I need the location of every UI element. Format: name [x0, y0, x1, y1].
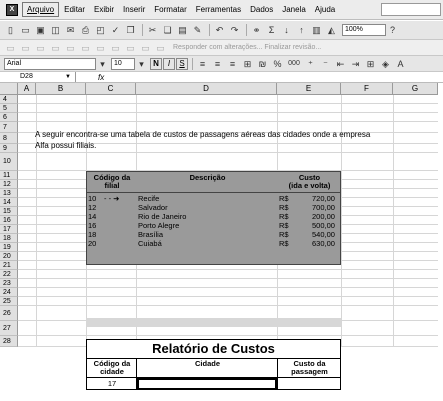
font-color-icon[interactable]: A	[397, 58, 404, 69]
header-cost-line2: (ida e volta)	[288, 181, 331, 190]
row-header-4[interactable]: 4	[0, 95, 18, 104]
report-header-code	[87, 360, 137, 376]
column-header-d[interactable]: D	[136, 83, 277, 95]
row-header-28[interactable]: 28	[0, 336, 18, 347]
row-header-17[interactable]: 17	[0, 225, 18, 234]
name-box-value: D28	[20, 73, 33, 80]
report-cost-line2: passagem	[291, 367, 328, 376]
thousands-button[interactable]: 000	[288, 59, 300, 67]
value-cell[interactable]: 720,00	[312, 194, 335, 203]
save-icon[interactable]: ▣	[36, 25, 45, 35]
code-cell[interactable]: 20	[88, 239, 97, 248]
currency-cell: R$	[279, 230, 289, 239]
report-header-cost	[278, 360, 341, 376]
drawing-icon[interactable]: ◭	[328, 25, 335, 35]
city-cell[interactable]: Cuiabá	[138, 239, 162, 248]
column-header-a[interactable]: A	[18, 83, 36, 95]
grid-row-line	[18, 269, 438, 270]
review-icon[interactable]: ▭	[51, 42, 60, 53]
copy-icon[interactable]: ❏	[163, 25, 172, 35]
column-header-g[interactable]: G	[393, 83, 438, 95]
row-header-18[interactable]: 18	[0, 234, 18, 243]
report-header-city: Cidade	[194, 359, 220, 368]
currency-icon[interactable]: ₪	[258, 58, 267, 69]
selected-cell-d28[interactable]	[137, 378, 277, 390]
menu-inserir[interactable]: Inserir	[123, 5, 146, 14]
code-cell[interactable]: 18	[88, 230, 97, 239]
email-icon[interactable]: ✉	[66, 25, 75, 35]
row-header-15[interactable]: 15	[0, 207, 18, 216]
undo-icon[interactable]: ↶	[215, 25, 224, 35]
row-header-6[interactable]: 6	[0, 113, 18, 122]
row-header-9[interactable]: 9	[0, 144, 18, 153]
value-cell[interactable]: 200,00	[312, 212, 335, 221]
review-icon[interactable]: ▭	[21, 42, 30, 53]
borders-icon[interactable]: ⊞	[366, 58, 375, 69]
row-header-16[interactable]: 16	[0, 216, 18, 225]
hyperlink-icon[interactable]: ⚭	[252, 25, 261, 35]
increase-indent-icon[interactable]: ⇥	[351, 58, 360, 69]
redo-icon[interactable]: ↷	[230, 25, 239, 35]
review-reply-text[interactable]: Responder com alterações... Finalizar revisão...	[173, 44, 322, 51]
row-header-22[interactable]: 22	[0, 270, 18, 279]
code-cell[interactable]: 10	[88, 194, 97, 203]
row-header-5[interactable]: 5	[0, 104, 18, 113]
autosum-icon[interactable]: Σ	[268, 25, 275, 35]
grid-row-line	[18, 296, 438, 297]
review-icon[interactable]: ▭	[96, 42, 105, 53]
underline-button[interactable]: S	[176, 58, 188, 70]
value-cell[interactable]: 500,00	[312, 221, 335, 230]
grid-row-line	[18, 103, 438, 104]
column-header-b[interactable]: B	[36, 83, 86, 95]
grid-row-line	[18, 335, 438, 336]
decrease-decimal-icon[interactable]: ⁻	[323, 58, 328, 69]
row-header-23[interactable]: 23	[0, 279, 18, 288]
report-col-divider	[277, 358, 278, 390]
review-icon[interactable]: ▭	[81, 42, 90, 53]
toolbar-separator	[246, 24, 247, 36]
header-code-line2: filial	[104, 181, 120, 190]
row-header-26[interactable]: 26	[0, 306, 18, 321]
row-header-14[interactable]: 14	[0, 198, 18, 207]
formula-bar	[0, 72, 443, 83]
row-header-21[interactable]: 21	[0, 261, 18, 270]
increase-decimal-icon[interactable]: ⁺	[308, 58, 313, 69]
report-box	[86, 339, 341, 390]
italic-button[interactable]: I	[163, 58, 175, 70]
sort-asc-icon[interactable]: ↓	[284, 25, 289, 35]
value-cell[interactable]: 630,00	[312, 239, 335, 248]
intro-text-line2: Alfa possui filiais.	[35, 141, 97, 150]
align-left-icon[interactable]: ≡	[199, 58, 206, 69]
currency-cell: R$	[279, 194, 289, 203]
currency-cell: R$	[279, 221, 289, 230]
print-icon[interactable]: ⎙	[81, 25, 90, 35]
standard-toolbar	[0, 21, 443, 40]
grid-col-line	[393, 95, 394, 347]
code-cell[interactable]: 16	[88, 221, 97, 230]
menu-janela[interactable]: Janela	[282, 5, 306, 14]
header-code	[87, 174, 137, 190]
row-header-25[interactable]: 25	[0, 297, 18, 306]
city-cell[interactable]: Brasília	[138, 230, 164, 239]
paste-icon[interactable]: ▤	[178, 25, 187, 35]
menu-exibir[interactable]: Exibir	[94, 5, 115, 14]
value-cell[interactable]: 700,00	[312, 203, 335, 212]
chevron-down-icon[interactable]: ▾	[139, 58, 144, 69]
fill-color-icon[interactable]: ◈	[382, 58, 389, 69]
menu-dados[interactable]: Dados	[250, 5, 274, 14]
report-code-input[interactable]: 17	[107, 379, 117, 388]
cut-icon[interactable]: ✂	[148, 25, 157, 35]
zoom-select[interactable]: 100%	[342, 24, 386, 36]
intro-text-line1: A seguir encontra-se uma tabela de custos de passagens aéreas das cidades onde a empresa	[35, 130, 371, 139]
city-cell[interactable]: Rio de Janeiro	[138, 212, 187, 221]
header-cost-line1: Custo	[298, 173, 321, 182]
currency-cell: R$	[279, 239, 289, 248]
shaded-band	[86, 318, 341, 327]
permission-icon[interactable]: ◫	[51, 25, 60, 35]
select-all-corner[interactable]	[0, 83, 18, 95]
header-cost	[278, 174, 341, 190]
column-header-f[interactable]: F	[341, 83, 393, 95]
grid-row-line	[18, 112, 438, 113]
code-cell[interactable]: 14	[88, 212, 97, 221]
currency-cell: R$	[279, 203, 289, 212]
help-icon[interactable]: ?	[389, 25, 395, 35]
menu-editar[interactable]: Editar	[64, 5, 86, 14]
code-cell[interactable]: 12	[88, 203, 97, 212]
preview-icon[interactable]: ◰	[96, 25, 105, 35]
font-size-select[interactable]: 10	[111, 58, 135, 70]
toolbar-separator	[209, 24, 210, 36]
report-title: Relatório de Custos	[152, 341, 275, 356]
review-icon[interactable]: ▭	[36, 42, 45, 53]
research-icon[interactable]: ❐	[126, 25, 135, 35]
row-header-24[interactable]: 24	[0, 288, 18, 297]
format-painter-icon[interactable]: ✎	[193, 25, 202, 35]
bold-button[interactable]: N	[150, 58, 162, 70]
formatting-toolbar	[0, 56, 443, 72]
percent-button[interactable]: %	[273, 58, 282, 69]
report-code-line2: cidade	[100, 367, 124, 376]
report-code-line1: Código da	[93, 359, 131, 368]
cost-table-header	[86, 171, 341, 193]
header-code-line1: Código da	[93, 173, 131, 182]
review-icon[interactable]: ▭	[66, 42, 75, 53]
merge-center-icon[interactable]: ⊞	[243, 58, 252, 69]
row-header-10[interactable]: 10	[0, 153, 18, 171]
align-right-icon[interactable]: ≡	[229, 58, 236, 69]
city-cell[interactable]: Salvador	[138, 203, 168, 212]
menu-arquivo[interactable]: Arquivo	[22, 2, 59, 17]
menu-ferramentas[interactable]: Ferramentas	[195, 5, 242, 14]
chevron-down-icon[interactable]: ▼	[65, 74, 71, 80]
row-header-27[interactable]: 27	[0, 321, 18, 336]
grid-row-line	[18, 305, 438, 306]
review-icon[interactable]: ▭	[6, 42, 15, 53]
row-header-7[interactable]: 7	[0, 122, 18, 133]
chart-wizard-icon[interactable]: ▥	[312, 25, 321, 35]
menu-ajuda[interactable]: Ajuda	[314, 5, 336, 14]
arrow-icon: - - ➜	[104, 194, 120, 203]
row-header-19[interactable]: 19	[0, 243, 18, 252]
name-box[interactable]	[0, 72, 76, 82]
review-icon[interactable]: ▭	[111, 42, 120, 53]
fx-icon[interactable]: fx	[98, 72, 105, 82]
row-header-20[interactable]: 20	[0, 252, 18, 261]
grid-row-line	[18, 152, 438, 153]
align-center-icon[interactable]: ≡	[214, 58, 221, 69]
report-cost-line1: Custo da	[293, 359, 326, 368]
spelling-icon[interactable]: ✓	[111, 25, 120, 35]
city-cell[interactable]: Recife	[138, 194, 160, 203]
menu-formatar[interactable]: Formatar	[154, 5, 187, 14]
row-header-11[interactable]: 11	[0, 171, 18, 180]
excel-app-icon[interactable]: X	[6, 4, 18, 16]
column-header-e[interactable]: E	[277, 83, 341, 95]
value-cell[interactable]: 540,00	[312, 230, 335, 239]
header-description: Descrição	[189, 173, 226, 182]
sort-desc-icon[interactable]: ↑	[299, 25, 304, 35]
grid-row-line	[18, 121, 438, 122]
cost-table-body	[86, 193, 341, 265]
review-icon[interactable]: ▭	[156, 42, 165, 53]
open-icon[interactable]: ▭	[21, 25, 30, 35]
chevron-down-icon[interactable]: ▾	[100, 58, 105, 69]
reviewing-toolbar	[0, 40, 443, 56]
column-header-c[interactable]: C	[86, 83, 136, 95]
row-header-13[interactable]: 13	[0, 189, 18, 198]
toolbar-separator	[142, 24, 143, 36]
new-icon[interactable]: ▯	[8, 25, 13, 35]
grid-row-line	[18, 287, 438, 288]
review-icon[interactable]: ▭	[141, 42, 150, 53]
city-cell[interactable]: Porto Alegre	[138, 221, 180, 230]
decrease-indent-icon[interactable]: ⇤	[336, 58, 345, 69]
currency-cell: R$	[279, 212, 289, 221]
review-icon[interactable]: ▭	[126, 42, 135, 53]
grid-row-line	[18, 278, 438, 279]
menu-bar	[0, 0, 443, 20]
row-header-12[interactable]: 12	[0, 180, 18, 189]
toolbar-separator	[192, 58, 193, 70]
help-question-box[interactable]	[381, 3, 441, 16]
row-header-8[interactable]: 8	[0, 133, 18, 144]
font-name-select[interactable]: Arial	[4, 58, 96, 70]
